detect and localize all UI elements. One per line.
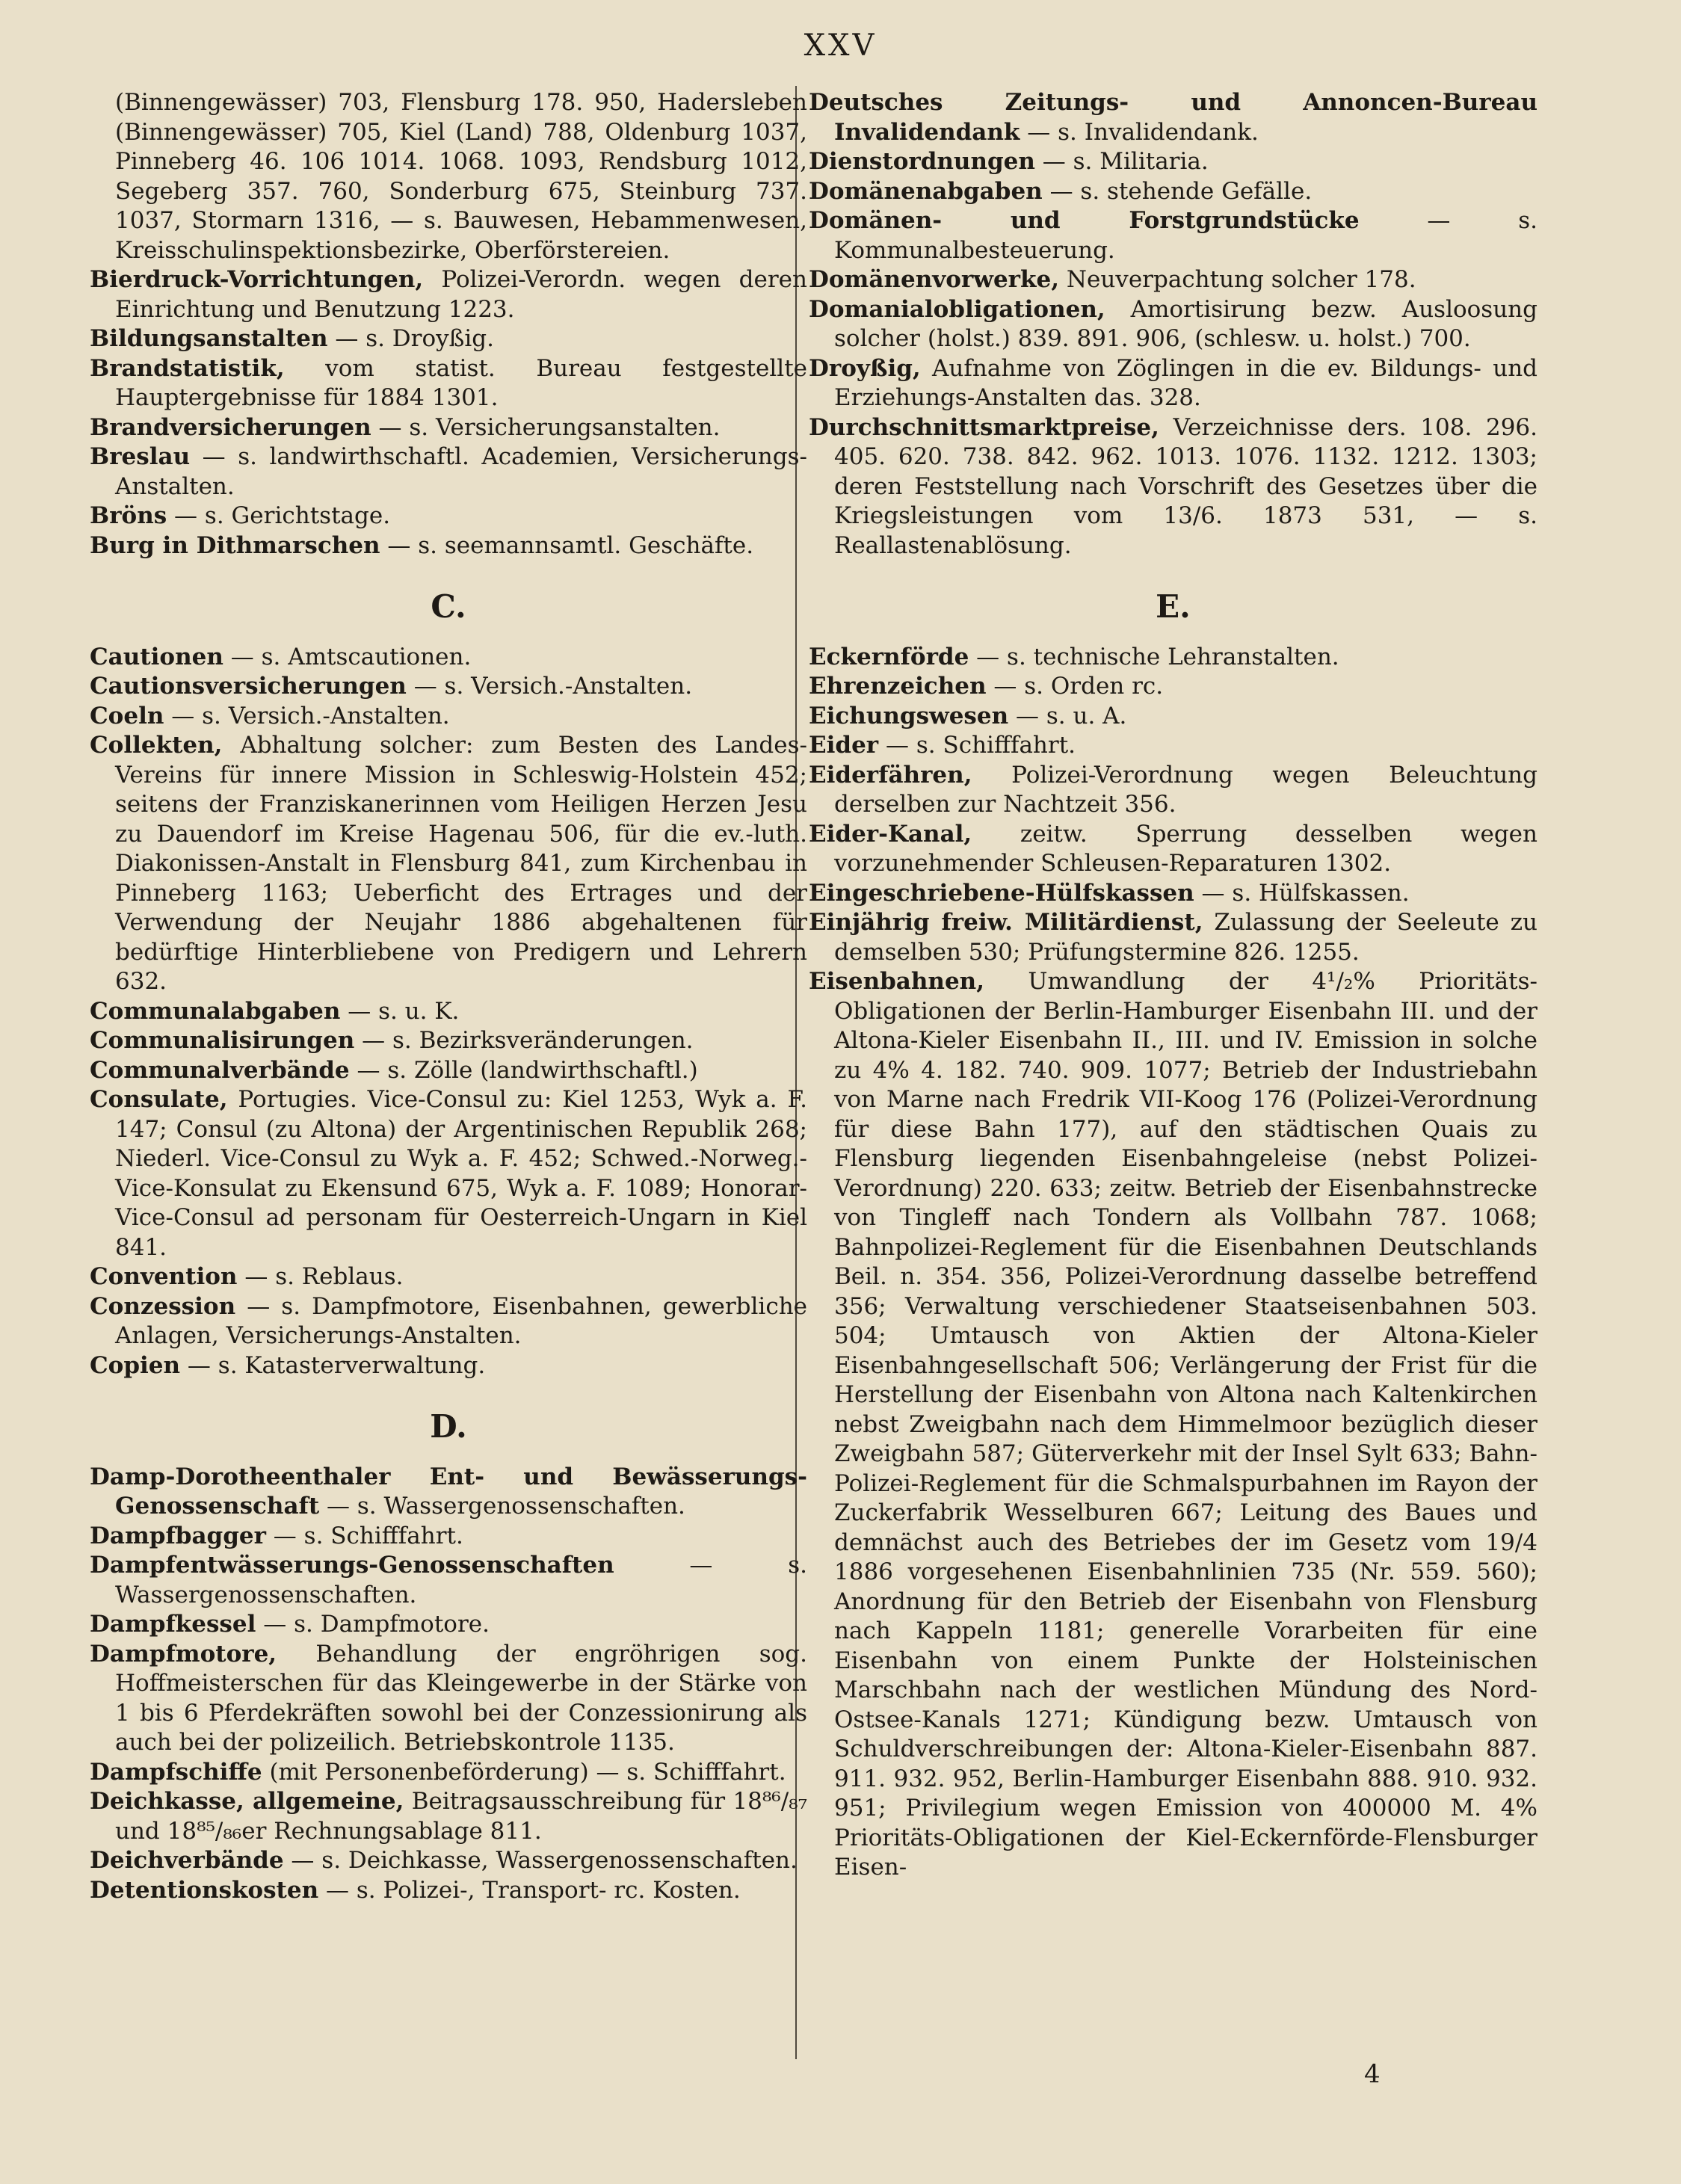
index-entry	[90, 1610, 807, 1640]
entry-term: Domänenvorwerke,	[809, 266, 1060, 293]
entry-term: Domänen- und Forstgrundstücke	[809, 207, 1360, 234]
signature-mark: 4	[1364, 2059, 1381, 2089]
entry-text: — s. Bezirksveränderungen.	[354, 1027, 694, 1054]
entry-term: Deutsches Zeitungs- und Annoncen-Bureau Invalidendank	[809, 89, 1537, 146]
entry-term: Bildungsanstalten	[90, 325, 328, 352]
index-entry	[809, 354, 1537, 413]
index-entry	[90, 265, 807, 324]
entry-text: — s. Deichkasse, Wassergenossenschaften.	[283, 1847, 798, 1874]
entries-e	[809, 643, 1537, 1883]
index-entry	[90, 1758, 807, 1788]
entry-text: — s. Droyßig.	[327, 325, 494, 352]
index-entry	[90, 1056, 807, 1086]
entry-text: — s. Zölle (landwirthschaftl.)	[349, 1056, 698, 1084]
entry-text: Amortisirung bezw. Ausloosung solcher (holst.) 839. 891. 906, (schlesw. u. holst.) 700.	[834, 295, 1537, 352]
entry-term: Brandversicherungen	[90, 413, 371, 441]
entry-text: — s. Versich.-Anstalten.	[164, 702, 450, 729]
entries-b	[90, 265, 807, 561]
entry-term: Dienstordnungen	[809, 148, 1035, 175]
entry-term: Detentionskosten	[90, 1876, 319, 1904]
index-entry	[90, 672, 807, 702]
entry-term: Copien	[90, 1351, 181, 1379]
section-letter-c: C.	[431, 588, 466, 625]
entry-term: Eiderfähren,	[809, 761, 972, 789]
entry-text: — s. Dampfmotore.	[256, 1611, 490, 1638]
entry-text: — s. Invalidendank.	[1020, 118, 1259, 146]
entry-term: Domanialobligationen,	[809, 295, 1105, 323]
index-entry	[809, 295, 1537, 354]
entry-text: Umwandlung der 4¹/₂% Prioritäts-Obligationen der Berlin-Hamburger Eisenbahn III. und der Altona-Kieler Eisenbahn II., III. und IV. Emission in solche zu 4% 4. 182. 740. 909. 1077; Betrieb der Industriebahn von Marne nach Fredrik VII-Koog 176 (Polizei-Verordnung für diese Bahn 177), auf den städtischen Quais zu Flensburg liegenden Eisenbahngeleise (nebst Polizei-Verordnung) 220. 633; zeitw. Betrieb der Eisenbahnstrecke von Tingleff nach Tondern als Vollbahn 787. 1068; Bahnpolizei-Reglement für die Eisenbahnen Deutschlands Beil. n. 354. 356, Polizei-Verordnung dasselbe betreffend 356; Verwaltung verschiedener Staatseisenbahnen 503. 504; Umtausch von Aktien der Altona-Kieler Eisenbahngesellschaft 506; Verlängerung der Frist für die Herstellung der Eisenbahn von Altona nach Kaltenkirchen nebst Zweigbahn nach dem Himmelmoor bezüglich dieser Zweigbahn 587; Güterverkehr mit der Insel Sylt 633; Bahn-Polizei-Reglement für die Schmalspurbahnen im Rayon der Zuckerfabrik Wesselburen 667; Leitung des Baues und demnächst auch des Betriebes der im Gesetz vom 19/4 1886 vorgesehenen Eisenbahnlinien 735 (Nr. 559. 560); Anordnung für den Betrieb der Eisenbahn von Flensburg nach Kappeln 1181; generelle Vorarbeiten für eine Eisenbahn von einem Punkte der Holsteinischen Marschbahn nach der westlichen Mündung des Nord-Ostsee-Kanals 1271; Kündigung bezw. Umtausch von Schuldverschreibungen der: Altona-Kieler-Eisenbahn 887. 911. 932. 952, Berlin-Hamburger Eisenbahn 888. 910. 932. 951; Privilegium wegen Emission von 400000 M. 4% Prioritäts-Obligationen der Kiel-Eckernförde-Flensburger Eisen-	[834, 968, 1537, 1881]
entry-text: Polizei-Verordn. wegen deren Einrichtung und Benutzung 1223.	[115, 266, 807, 323]
entry-term: Dampfmotore,	[90, 1640, 277, 1668]
entry-term: Collekten,	[90, 732, 223, 759]
entry-term: Conzession	[90, 1292, 236, 1320]
entry-term: Dampfbagger	[90, 1522, 266, 1549]
entry-text: — s. stehende Gefälle.	[1042, 177, 1313, 205]
entry-term: Eider-Kanal,	[809, 820, 972, 848]
index-entry	[90, 354, 807, 413]
entry-text: Neuverpachtung solcher 178.	[1059, 266, 1416, 293]
entry-text: Beitragsausschreibung für 18⁸⁶/₈₇ und 18⁸⁵/₈₆er Rechnungsablage 811.	[115, 1788, 808, 1845]
entry-text: — s. Amtscautionen.	[223, 643, 472, 670]
index-entry	[809, 413, 1537, 561]
index-entry	[809, 702, 1537, 732]
index-entry	[809, 761, 1537, 820]
index-entry	[90, 531, 807, 561]
entry-text: Aufnahme von Zöglingen in die ev. Bildungs- und Erziehungs-Anstalten das. 328.	[834, 354, 1537, 411]
entry-text: — s. Gerichtstage.	[167, 502, 391, 529]
index-entry	[90, 1846, 807, 1876]
entry-term: Dampfschiffe	[90, 1758, 262, 1786]
entry-text: — s. landwirthschaftl. Academien, Versicherungs-Anstalten.	[115, 443, 807, 500]
continuation-entry: (Binnengewässer) 703, Flensburg 178. 950, Hadersleben (Binnengewässer) 705, Kiel (Land) 788, Oldenburg 1037, Pinneberg 46. 106 1014. 1068. 1093, Rendsburg 1012, Segeberg 357. 760, Sonderburg 675, Steinburg 737. 1037, Stormarn 1316, — s. Bauwesen, Hebammenwesen, Kreisschulinspektionsbezirke, Oberförstereien.	[115, 89, 807, 264]
entry-term: Deichverbände	[90, 1847, 284, 1874]
entry-text: — s. Schifffahrt.	[265, 1522, 463, 1549]
index-entry	[90, 324, 807, 354]
index-entry	[809, 908, 1537, 967]
entry-text: Polizei-Verordnung wegen Beleuchtung derselben zur Nachtzeit 356.	[834, 761, 1537, 818]
index-entry	[90, 1787, 807, 1846]
index-entry	[809, 88, 1537, 147]
entry-term: Damp-Dorotheenthaler Ent- und Bewässerungs-Genossenschaft	[90, 1463, 807, 1520]
entry-term: Eichungswesen	[809, 702, 1009, 729]
index-entry	[90, 502, 807, 531]
index-entry	[90, 413, 807, 443]
entry-text: — s. Schifffahrt.	[878, 732, 1076, 759]
entry-text: — s. u. K.	[340, 997, 460, 1025]
left-column	[90, 88, 807, 1905]
index-entry	[809, 820, 1537, 879]
entry-term: Dampfkessel	[90, 1611, 256, 1638]
entry-term: Communalverbände	[90, 1056, 350, 1084]
index-entry	[809, 731, 1537, 761]
entry-term: Eisenbahnen,	[809, 968, 985, 995]
index-entry	[90, 731, 807, 997]
entry-text: — s. Hülfskassen.	[1194, 879, 1410, 907]
index-entry	[809, 879, 1537, 909]
index-entry	[809, 643, 1537, 673]
entry-term: Ehrenzeichen	[809, 673, 987, 700]
entry-term: Brandstatistik,	[90, 354, 285, 382]
entries-d	[90, 1463, 807, 1906]
index-entry	[90, 1351, 807, 1381]
entry-term: Eingeschriebene-Hülfskassen	[809, 879, 1194, 907]
index-entry	[90, 1262, 807, 1292]
entry-term: Dampfentwässerungs-Genossenschaften	[90, 1552, 614, 1579]
entry-text: Verzeichnisse ders. 108. 296. 405. 620. 738. 842. 962. 1013. 1076. 1132. 1212. 1303; deren Feststellung nach Vorschrift des Gesetzes über die Kriegsleistungen vom 13/6. 1873 531, — s. Reallastenablösung.	[834, 413, 1537, 559]
index-entry	[90, 1085, 807, 1262]
entry-text: — s. seemannsamtl. Geschäfte.	[380, 531, 754, 559]
index-entry	[809, 147, 1537, 177]
entry-term: Convention	[90, 1263, 238, 1290]
entry-term: Coeln	[90, 702, 164, 729]
index-entry	[809, 672, 1537, 702]
entry-term: Cautionsversicherungen	[90, 673, 407, 700]
page-numeral: XXV	[804, 28, 877, 63]
entries-c	[90, 643, 807, 1381]
entry-term: Einjährig freiw. Militärdienst,	[809, 909, 1203, 936]
entry-text: Zulassung der Seeleute zu demselben 530; Prüfungstermine 826. 1255.	[834, 909, 1537, 966]
entry-term: Communalisirungen	[90, 1027, 355, 1054]
entry-text: Portugies. Vice-Consul zu: Kiel 1253, Wyk a. F. 147; Consul (zu Altona) der Argentinischen Republik 268; Niederl. Vice-Consul zu Wyk a. F. 452; Schwed.-Norweg.-Vice-Konsulat zu Ekensund 675, Wyk a. F. 1089; Honorar-Vice-Consul ad personam für Oesterreich-Ungarn in Kiel 841.	[115, 1086, 807, 1261]
index-entry	[90, 702, 807, 732]
entry-text: zeitw. Sperrung desselben wegen vorzunehmender Schleusen-Reparaturen 1302.	[834, 820, 1537, 877]
entry-term: Bierdruck-Vorrichtungen,	[90, 266, 424, 293]
entry-term: Breslau	[90, 443, 191, 470]
index-entry	[90, 643, 807, 673]
index-entry	[90, 1026, 807, 1056]
section-letter-e: E.	[1156, 588, 1191, 625]
index-entry	[90, 1292, 807, 1351]
entry-text: (mit Personenbeförderung) — s. Schifffahrt.	[262, 1758, 786, 1786]
index-entry	[90, 1522, 807, 1552]
index-entry	[90, 442, 807, 502]
entry-text: — s. Kommunalbesteuerung.	[834, 207, 1537, 264]
entry-text: — s. Versich.-Anstalten.	[406, 673, 693, 700]
entry-text: Behandlung der engröhrigen sog. Hoffmeisterschen für das Kleingewerbe in der Stärke von 1 bis 6 Pferdekräften sowohl bei der Conzessionirung als auch bei der polizeilich. Betriebskontrole 1135.	[115, 1640, 807, 1756]
entry-text: — s. Wassergenossenschaften.	[319, 1493, 685, 1520]
section-letter-d: D.	[430, 1408, 467, 1445]
index-entry	[809, 177, 1537, 207]
index-entry	[809, 206, 1537, 265]
index-entry	[90, 1551, 807, 1610]
entry-text: — s. u. A.	[1008, 702, 1127, 729]
entry-text: — s. Wassergenossenschaften.	[115, 1552, 807, 1608]
entry-text: — s. Dampfmotore, Eisenbahnen, gewerbliche Anlagen, Versicherungs-Anstalten.	[115, 1292, 807, 1349]
entry-term: Cautionen	[90, 643, 223, 670]
entry-term: Eider	[809, 732, 879, 759]
index-entry	[809, 265, 1537, 295]
entry-term: Bröns	[90, 502, 167, 529]
entry-text: — s. Polizei-, Transport- rc. Kosten.	[318, 1876, 741, 1904]
entry-text: Abhaltung solcher: zum Besten des Landes-Vereins für innere Mission in Schleswig-Holstein 452; seitens der Franziskanerinnen vom Heiligen Herzen Jesu zu Dauendorf im Kreise Hagenau 506, für die ev.-luth. Diakonissen-Anstalt in Flensburg 841, zum Kirchenbau in Pinneberg 1163; Ueberficht des Ertrages und der Verwendung der Neujahr 1886 abgehaltenen für bedürftige Hinterbliebene von Predigern und Lehrern 632.	[115, 732, 807, 995]
entry-text: — s. Militaria.	[1034, 148, 1209, 175]
index-entry	[90, 1876, 807, 1906]
entry-term: Consulate,	[90, 1086, 228, 1113]
index-entry	[809, 967, 1537, 1883]
entry-text: — s. Reblaus.	[237, 1263, 404, 1290]
entry-term: Droyßig,	[809, 354, 921, 382]
index-entry	[90, 997, 807, 1027]
entries-d-continued	[809, 88, 1537, 561]
index-entry	[90, 1463, 807, 1522]
entry-text: — s. Versicherungsanstalten.	[371, 413, 721, 441]
entry-text: — s. technische Lehranstalten.	[969, 643, 1339, 670]
index-entry	[90, 1640, 807, 1758]
entry-term: Eckernförde	[809, 643, 969, 670]
entry-term: Durchschnittsmarktpreise,	[809, 413, 1159, 441]
right-column	[809, 88, 1537, 1883]
entry-term: Domänenabgaben	[809, 177, 1043, 205]
entry-text: — s. Orden rc.	[986, 673, 1164, 700]
entry-term: Communalabgaben	[90, 997, 341, 1025]
entry-text: vom statist. Bureau festgestellte Hauptergebnisse für 1884 1301.	[115, 354, 807, 411]
entry-term: Burg in Dithmarschen	[90, 531, 380, 559]
entry-term: Deichkasse, allgemeine,	[90, 1788, 404, 1815]
entry-text: — s. Katasterverwaltung.	[180, 1351, 486, 1379]
